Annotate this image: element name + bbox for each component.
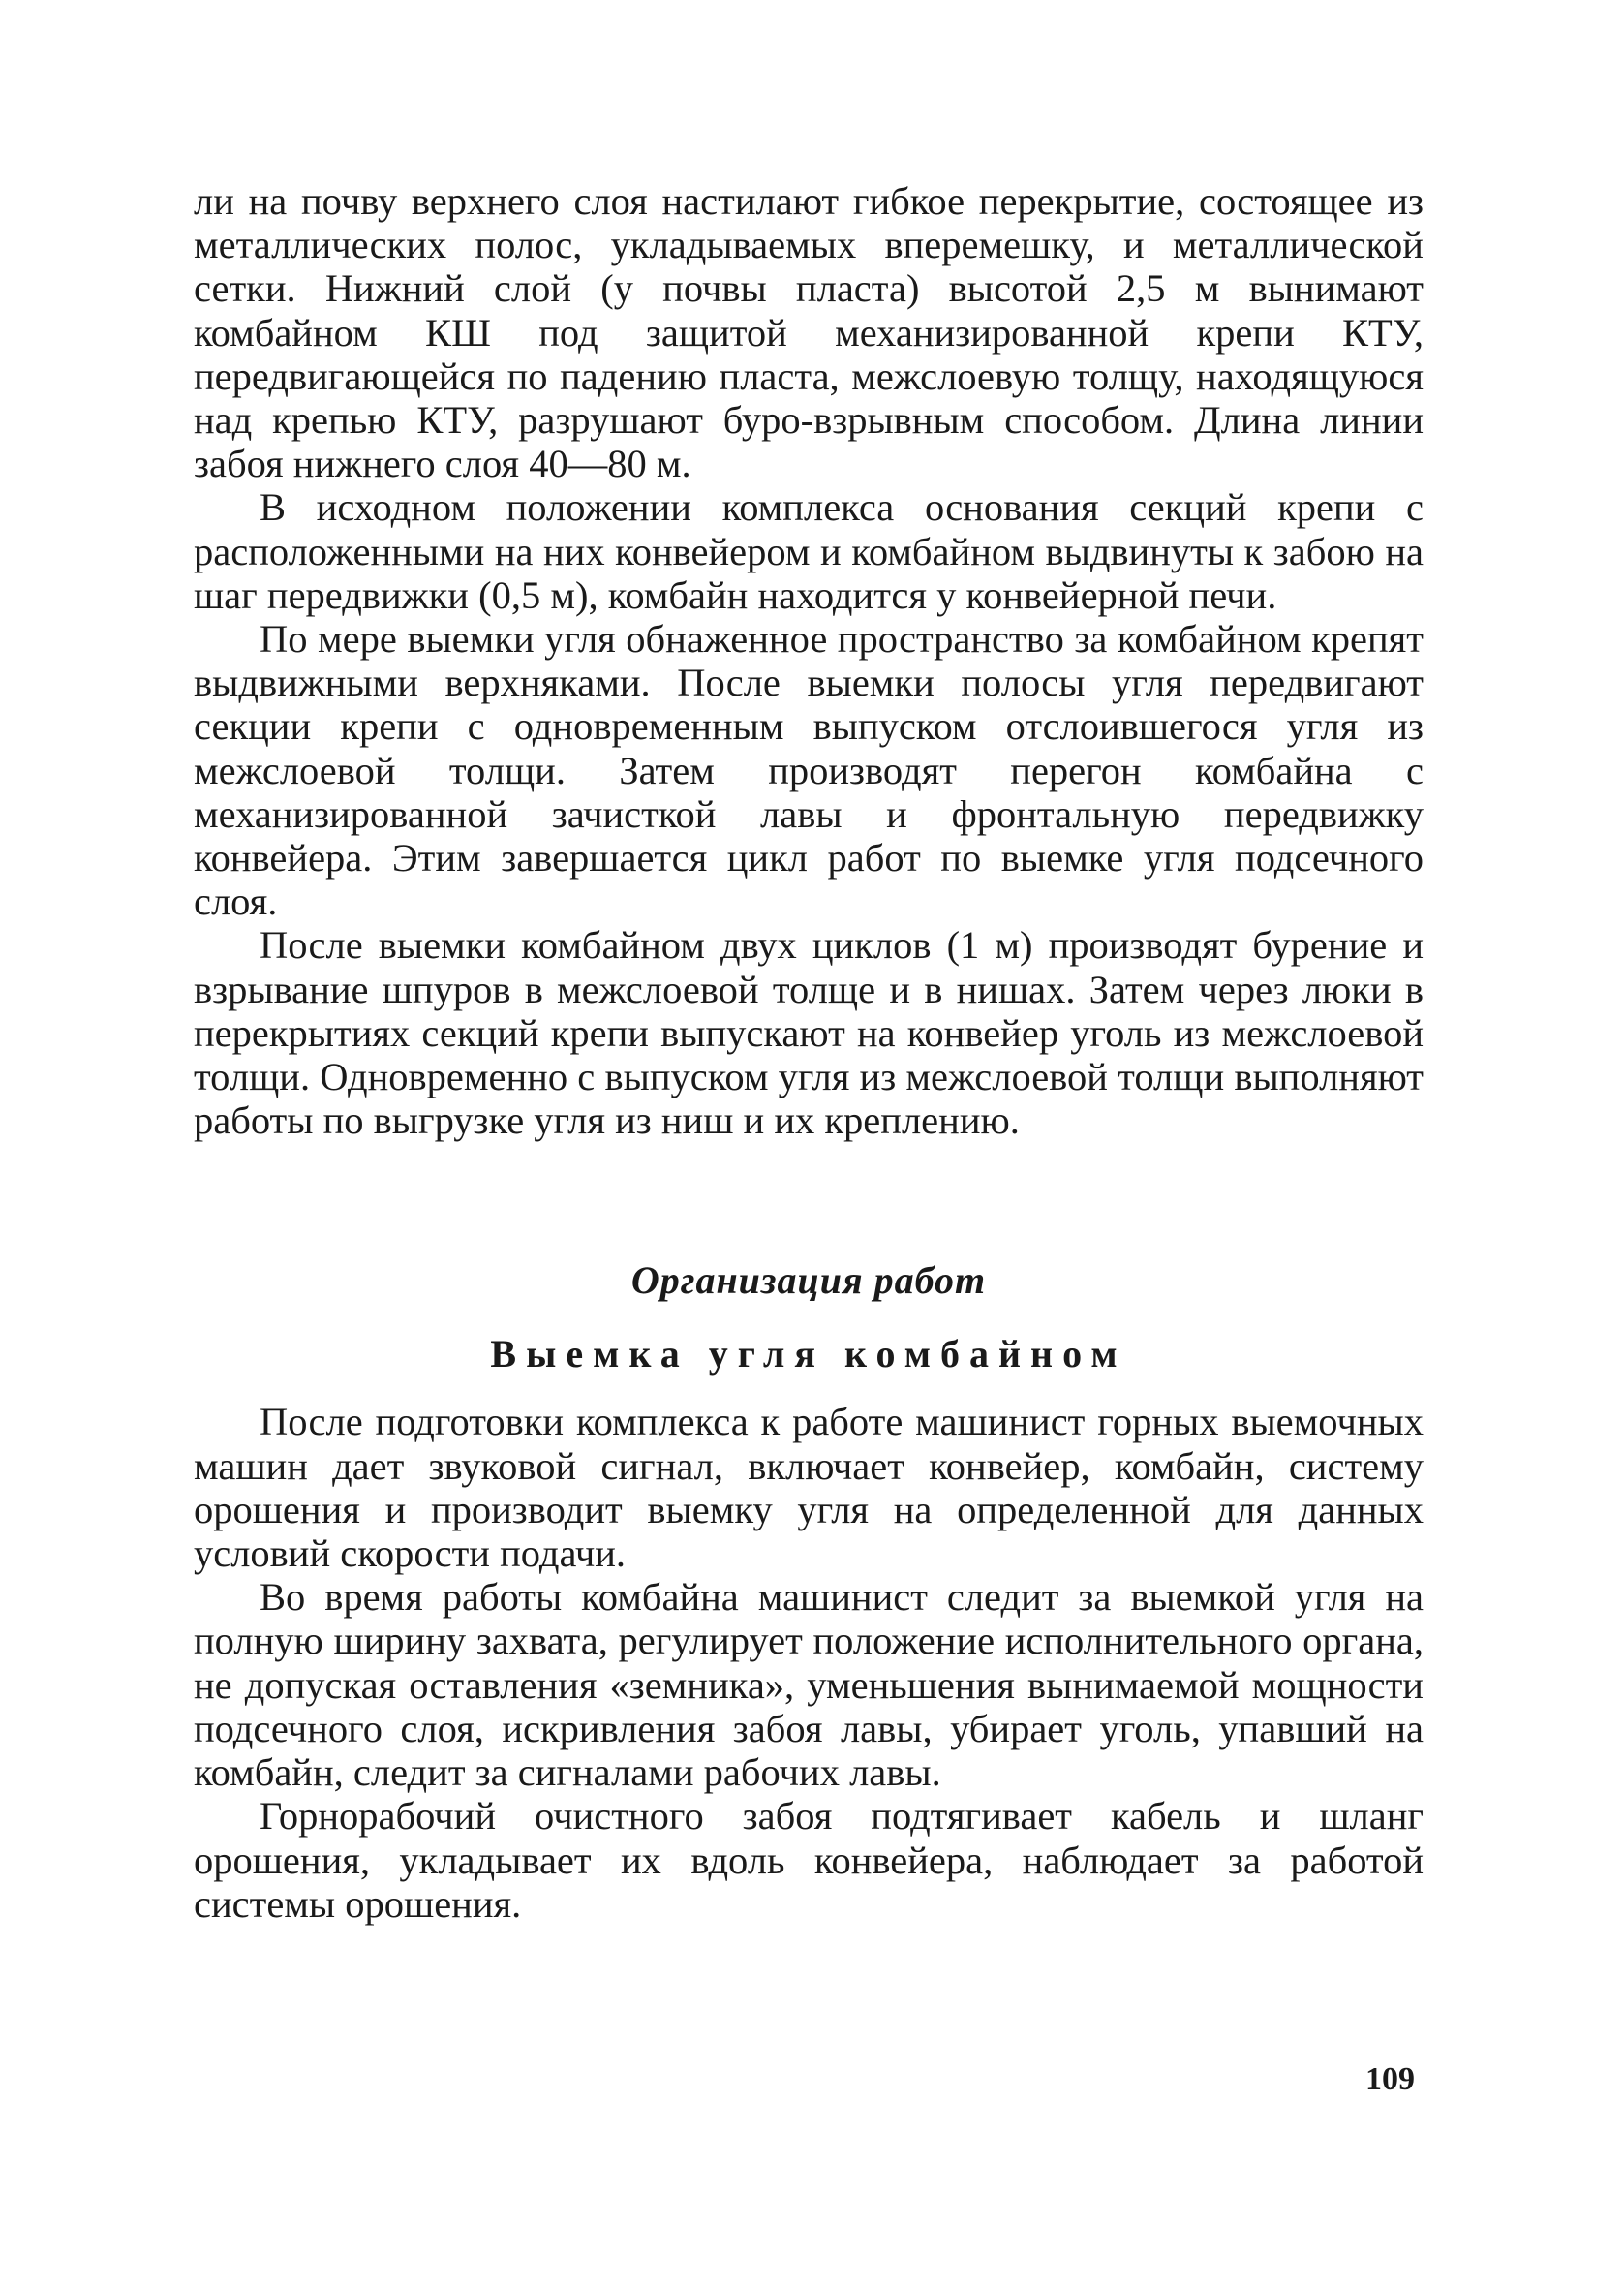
paragraph-2: В исходном положении комплекса основания секций крепи с расположенными на них конвейером и комбайном выдвинуты к забою на шаг передвижки (0,5 м), комбайн находится у конвейерной печи. (194, 485, 1424, 617)
page-number: 109 (1365, 2061, 1415, 2097)
page-body (194, 179, 1424, 1926)
paragraph-4: После выемки комбайном двух циклов (1 м) производят бурение и взрывание шпуров в межслоевой толще и в нишах. Затем через люки в перекрытиях секций крепи выпускают на конвейер уголь из межслоевой толщи. Одновременно с выпуском угля из межслоевой толщи выполняют работы по выгрузке угля из ниш и их креплению. (194, 923, 1424, 1143)
paragraph-3: По мере выемки угля обнаженное пространство за комбайном крепят выдвижными верхняками. После выемки полосы угля передвигают секции крепи с одновременным выпуском отслоившегося угля из межслоевой толщи. Затем производят перегон комбайна с механизированной зачисткой лавы и фронтальную передвижку конвейера. Этим завершается цикл работ по выемке угля подсечного слоя. (194, 617, 1424, 924)
paragraph-7: Горнорабочий очистного забоя подтягивает кабель и шланг орошения, укладывает их вдоль конвейера, наблюдает за работой системы орошения. (194, 1794, 1424, 1926)
paragraph-5: После подготовки комплекса к работе машинист горных выемочных машин дает звуковой сигнал, включает конвейер, комбайн, систему орошения и производит выемку угля на определенной для данных условий скорости подачи. (194, 1400, 1424, 1576)
section-title: Организация работ (630, 1258, 987, 1303)
section-subtitle: Выемка угля комбайном (490, 1332, 1127, 1376)
paragraph-1: ли на почву верхнего слоя настилают гибкое перекрытие, состоящее из металлических полос, укладываемых вперемешку, и металлической сетки. Нижний слой (у почвы пласта) высотой 2,5 м вынимают комбайном КШ под защитой механизированной крепи КТУ, передвигающейся по падению пласта, межслоевую толщу, находящуюся над крепью КТУ, разрушают буро-взрывным способом. Длина линии забоя нижнего слоя 40—80 м. (194, 179, 1424, 486)
paragraph-6: Во время работы комбайна машинист следит за выемкой угля на полную ширину захвата, регулирует положение исполнительного органа, не допуская оставления «земника», уменьшения вынимаемой мощности подсечного слоя, искривления забоя лавы, убирает уголь, упавший на комбайн, следит за сигналами рабочих лавы. (194, 1575, 1424, 1795)
